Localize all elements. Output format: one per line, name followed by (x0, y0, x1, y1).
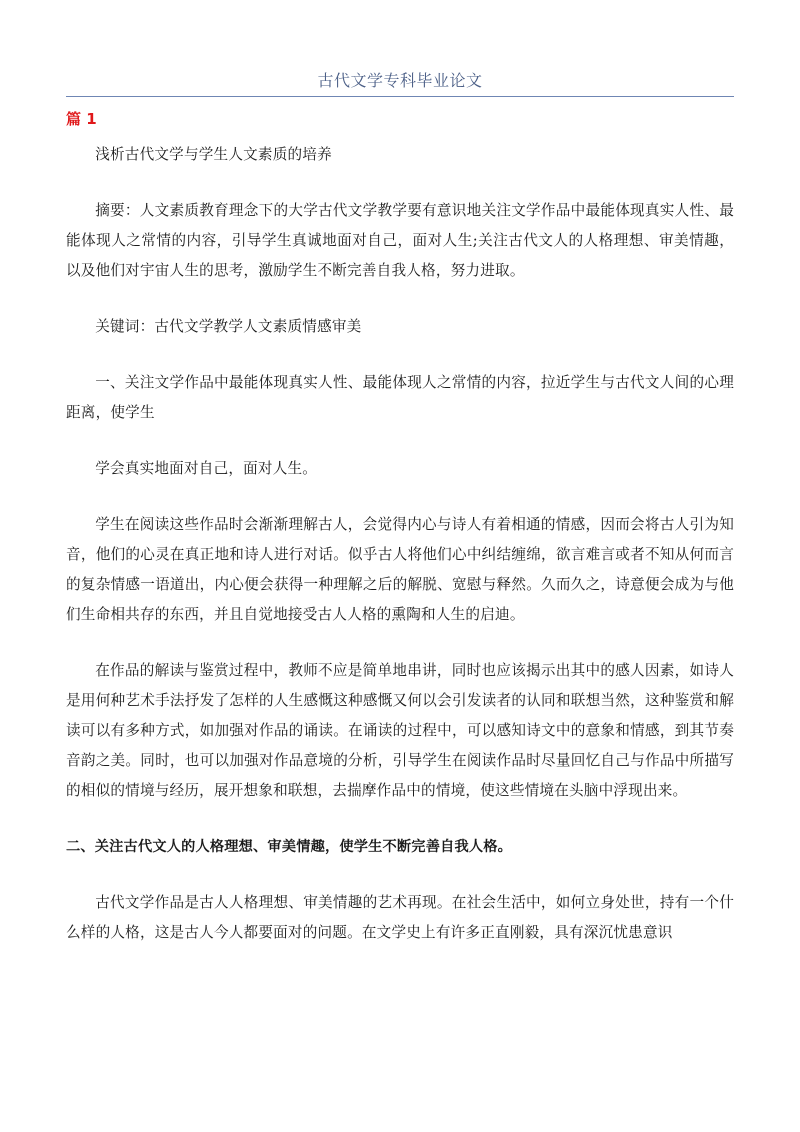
keywords-paragraph: 关键词：古代文学教学人文素质情感审美 (95, 318, 362, 335)
document-header-title: 古代文学专科毕业论文 (317, 71, 483, 90)
document-body (66, 140, 734, 974)
body-paragraph: 学会真实地面对自己，面对人生。 (95, 460, 318, 477)
body-paragraph: 学生在阅读这些作品时会渐渐理解古人，会觉得内心与诗人有着相通的情感，因而会将古人引为知音，他们的心灵在真正地和诗人进行对话。似乎古人将他们心中纠结缠绵，欲言难言或者不知从何而言的复杂情感一语道出，内心便会获得一种理解之后的解脱、宽慰与释然。久而久之，诗意便会成为与他们生命相共存的东西，并且自觉地接受古人人格的熏陶和人生的启迪。 (66, 516, 734, 623)
body-paragraph: 在作品的解读与鉴赏过程中，教师不应是简单地串讲，同时也应该揭示出其中的感人因素，如诗人是用何种艺术手法抒发了怎样的人生感慨这种感慨又何以会引发读者的认同和联想当然，这种鉴赏和解读可以有多种方式，如加强对作品的诵读。在诵读的过程中，可以感知诗文中的意象和情感，到其节奏音韵之美。同时，也可以加强对作品意境的分析，引导学生在阅读作品时尽量回忆自己与作品中所描写的相似的情境与经历，展开想象和联想，去揣摩作品中的情境，使这些情境在头脑中浮现出来。 (66, 662, 734, 799)
section-label: 篇 1 (66, 110, 97, 128)
body-paragraph: 古代文学作品是古人人格理想、审美情趣的艺术再现。在社会生活中，如何立身处世，持有一个什么样的人格，这是古人今人都要面对的问题。在文学史上有许多正直刚毅，具有深沉忧患意识 (66, 894, 734, 941)
section-two-heading: 二、关注古代文人的人格理想、审美情趣，使学生不断完善自我人格。 (66, 839, 513, 855)
paper-title: 浅析古代文学与学生人文素质的培养 (95, 146, 332, 163)
section-one-heading: 一、关注文学作品中最能体现真实人性、最能体现人之常情的内容，拉近学生与古代文人间的心理距离，使学生 (66, 374, 734, 421)
header-divider (66, 96, 734, 97)
abstract-paragraph: 摘要：人文素质教育理念下的大学古代文学教学要有意识地关注文学作品中最能体现真实人性、最能体现人之常情的内容，引导学生真诚地面对自己，面对人生;关注古代文人的人格理想、审美情趣，以及他们对宇宙人生的思考，激励学生不断完善自我人格，努力进取。 (66, 202, 734, 279)
